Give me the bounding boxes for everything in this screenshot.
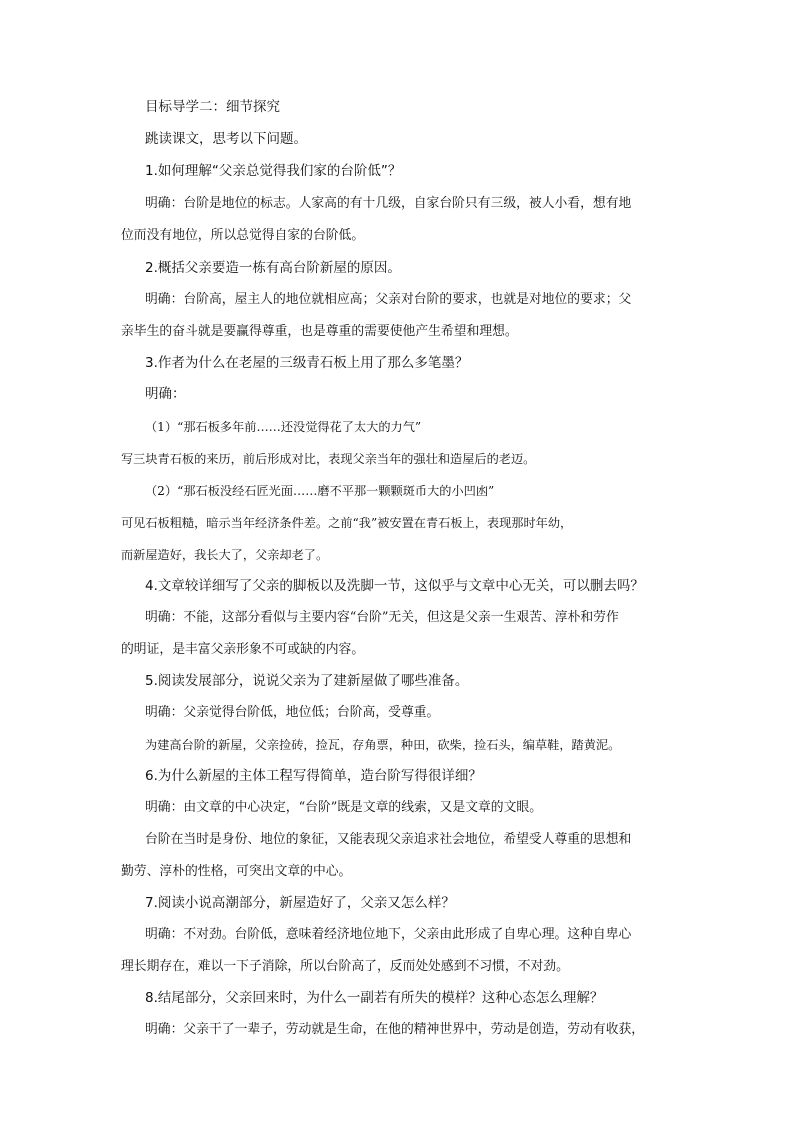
answer-6-line-1: 明确：由文章的中心决定，“台阶”既是文章的线索，又是文章的文眼。: [145, 800, 542, 815]
answer-3-point-2-explanation-line-1: 可见石板粗糙，暗示当年经济条件差。之前“我”被安置在青石板上，表现那时年幼，: [121, 516, 573, 530]
intro-text: 跳读课文，思考以下问题。: [145, 131, 307, 147]
answer-3-point-1-explanation: 写三块青石板的来历，前后形成对比，表现父亲当年的强壮和造屋后的老迈。: [121, 452, 536, 466]
answer-6-line-3: 勤劳、淳朴的性格，可突出文章的中心。: [121, 864, 352, 879]
answer-2-line-2: 亲毕生的奋斗就是要赢得尊重，也是尊重的需要使他产生希望和理想。: [121, 324, 518, 339]
answer-4-line-2: 的明证，是丰富父亲形象不可或缺的内容。: [121, 642, 365, 657]
question-8: 8.结尾部分，父亲回来时，为什么一副若有所失的模样？这种心态怎么理解？: [145, 990, 604, 1006]
answer-7-line-2: 理长期存在，难以一下子消除，所以台阶高了，反而处处感到不习惯，不对劲。: [121, 959, 569, 974]
answer-1-line-1: 明确：台阶是地位的标志。人家高的有十几级，自家台阶只有三级，被人小看，想有地: [145, 196, 632, 211]
answer-5-line-1: 明确：父亲觉得台阶低，地位低；台阶高，受尊重。: [145, 705, 440, 720]
section-title: 目标导学二：细节探究: [145, 99, 280, 115]
question-7: 7.阅读小说高潮部分，新屋造好了，父亲又怎么样？: [145, 895, 455, 911]
question-3: 3.作者为什么在老屋的三级青石板上用了那么多笔墨？: [145, 355, 469, 371]
question-6: 6.为什么新屋的主体工程写得简单，造台阶写得很详细？: [145, 768, 482, 784]
answer-3-point-2-explanation-line-2: 而新屋造好，我长大了，父亲却老了。: [121, 548, 329, 562]
answer-6-line-2: 台阶在当时是身份、地位的象征，又能表现父亲追求社会地位，希望受人尊重的思想和: [145, 832, 632, 847]
answer-1-line-2: 位而没有地位，所以总觉得自家的台阶低。: [121, 228, 365, 243]
question-5: 5.阅读发展部分，说说父亲为了建新屋做了哪些准备。: [145, 673, 469, 689]
answer-8-line-1: 明确：父亲干了一辈子，劳动就是生命，在他的精神世界中，劳动是创造，劳动有收获，: [145, 1022, 645, 1037]
answer-4-line-1: 明确：不能，这部分看似与主要内容“台阶”无关，但这是父亲一生艰苦、淳朴和劳作: [145, 610, 619, 625]
question-4: 4.文章较详细写了父亲的脚板以及洗脚一节，这似乎与文章中心无关，可以删去吗？: [145, 578, 644, 594]
answer-3-label: 明确：: [145, 386, 186, 402]
answer-3-point-2: （2）“那石板没经石匠光面……磨不平那一颗颗斑币大的小凹凼”: [145, 484, 495, 498]
question-2: 2.概括父亲要造一栋有高台阶新屋的原因。: [145, 260, 401, 276]
question-1: 1.如何理解“父亲总觉得我们家的台阶低”？: [145, 163, 402, 179]
answer-2-line-1: 明确：台阶高，屋主人的地位就相应高；父亲对台阶的要求，也就是对地位的要求；父: [145, 292, 632, 307]
answer-7-line-1: 明确：不对劲。台阶低，意味着经济地位地下，父亲由此形成了自卑心理。这种自卑心: [145, 927, 632, 942]
answer-5-line-2: 为建高台阶的新屋，父亲捡砖，捡瓦，存角票，种田，砍柴，捡石头，编草鞋，踏黄泥。: [145, 738, 621, 752]
answer-3-point-1: （1）“那石板多年前……还没觉得花了太大的力气”: [145, 420, 422, 434]
